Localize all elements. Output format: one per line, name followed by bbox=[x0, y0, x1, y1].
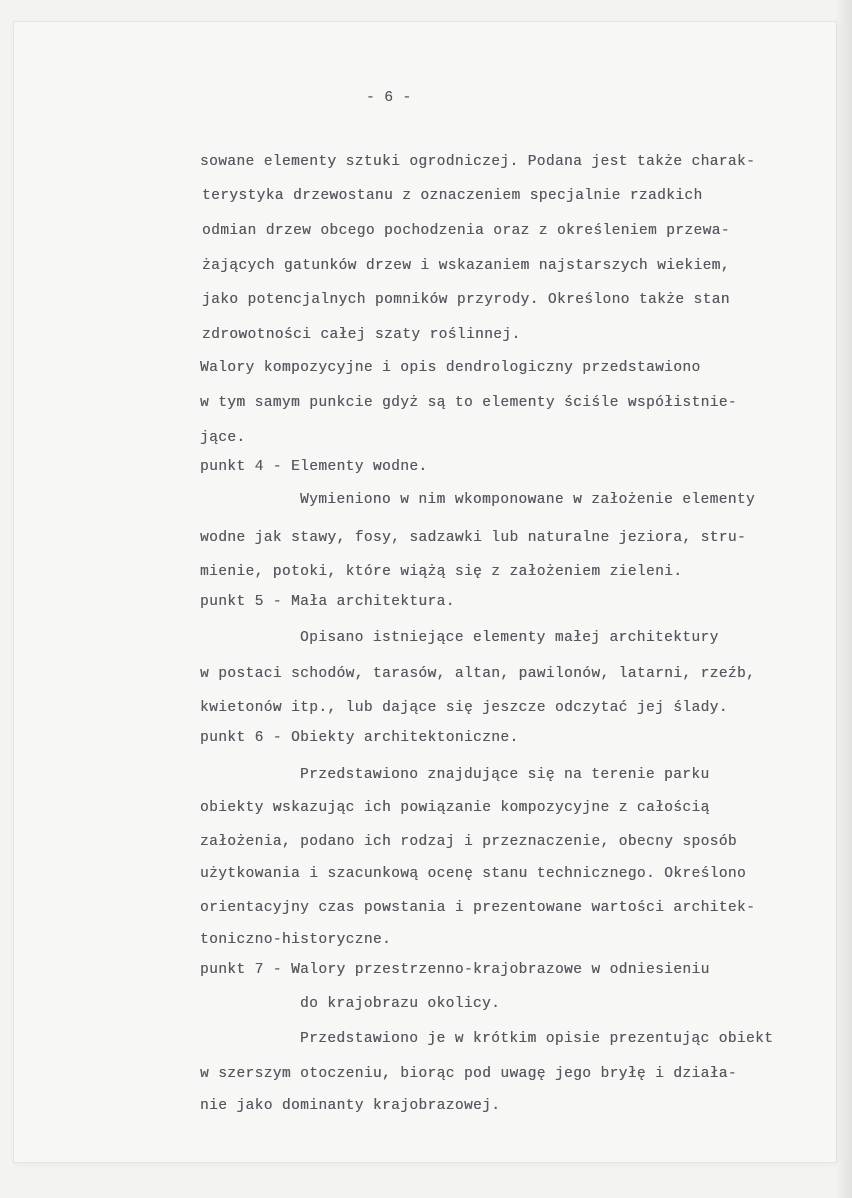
body-line: zdrowotności całej szaty roślinnej. bbox=[202, 327, 521, 343]
body-line: w postaci schodów, tarasów, altan, pawilonów, latarni, rzeźb, bbox=[200, 666, 756, 682]
section-heading-punkt-4: punkt 4 - Elementy wodne. bbox=[200, 459, 428, 475]
body-line: Przedstawiono je w krótkim opisie prezentując obiekt bbox=[300, 1031, 774, 1047]
section-heading-continuation: do krajobrazu okolicy. bbox=[300, 996, 501, 1012]
body-line: sowane elementy sztuki ogrodniczej. Podana jest także charak- bbox=[200, 154, 756, 170]
section-heading-punkt-6: punkt 6 - Obiekty architektoniczne. bbox=[200, 730, 519, 746]
body-line: wodne jak stawy, fosy, sadzawki lub naturalne jeziora, stru- bbox=[200, 530, 747, 546]
body-line: Wymieniono w nim wkomponowane w założenie elementy bbox=[300, 492, 756, 508]
body-line: żających gatunków drzew i wskazaniem najstarszych wiekiem, bbox=[202, 258, 730, 274]
body-line: toniczno-historyczne. bbox=[200, 932, 392, 948]
body-line: mienie, potoki, które wiążą się z założeniem zieleni. bbox=[200, 564, 683, 580]
body-line: obiekty wskazując ich powiązanie kompozycyjne z całością bbox=[200, 800, 710, 816]
body-line: w tym samym punkcie gdyż są to elementy ściśle współistnie- bbox=[200, 395, 737, 411]
body-line: Opisano istniejące elementy małej architektury bbox=[300, 630, 719, 646]
body-line: orientacyjny czas powstania i prezentowane wartości architek- bbox=[200, 900, 756, 916]
body-line: jako potencjalnych pomników przyrody. Określono także stan bbox=[202, 292, 730, 308]
body-line: terystyka drzewostanu z oznaczeniem specjalnie rzadkich bbox=[202, 188, 703, 204]
section-heading-punkt-5: punkt 5 - Mała architektura. bbox=[200, 594, 455, 610]
body-line: użytkowania i szacunkową ocenę stanu technicznego. Określono bbox=[200, 866, 747, 882]
body-line: nie jako dominanty krajobrazowej. bbox=[200, 1098, 501, 1114]
body-line: Przedstawiono znajdujące się na terenie parku bbox=[300, 767, 710, 783]
section-heading-punkt-7: punkt 7 - Walory przestrzenno-krajobrazowe w odniesieniu bbox=[200, 962, 710, 978]
body-line: w szerszym otoczeniu, biorąc pod uwagę jego bryłę i działa- bbox=[200, 1066, 737, 1082]
scan-edge-shadow bbox=[834, 0, 852, 1198]
body-line: odmian drzew obcego pochodzenia oraz z określeniem przewa- bbox=[202, 223, 730, 239]
body-line: kwietonów itp., lub dające się jeszcze odczytać jej ślady. bbox=[200, 700, 728, 716]
body-line: Walory kompozycyjne i opis dendrologiczny przedstawiono bbox=[200, 360, 701, 376]
body-line: założenia, podano ich rodzaj i przeznaczenie, obecny sposób bbox=[200, 834, 737, 850]
page-number: - 6 - bbox=[366, 90, 412, 106]
body-line: jące. bbox=[200, 430, 246, 446]
